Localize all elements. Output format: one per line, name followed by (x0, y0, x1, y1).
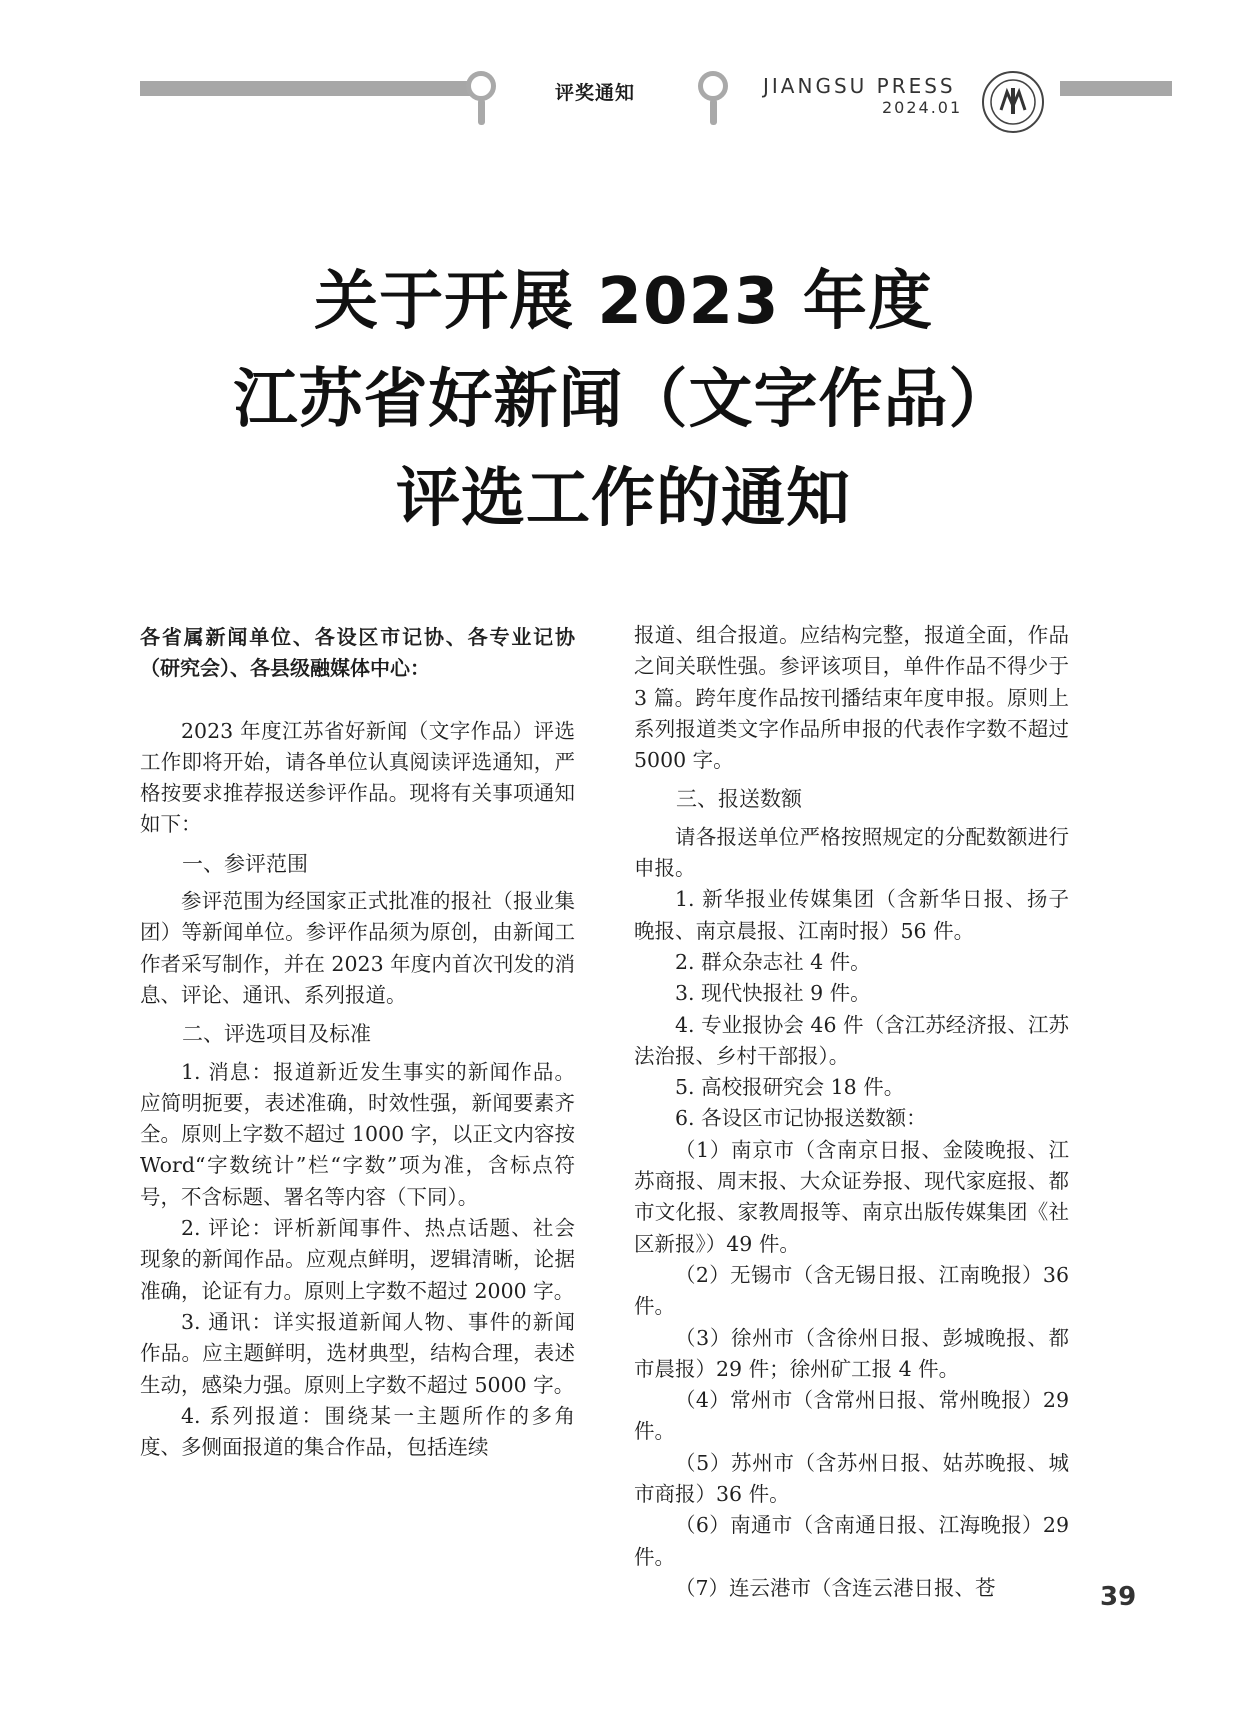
criteria-item-1: 1. 消息：报道新近发生事实的新闻作品。应简明扼要，表述准确，时效性强，新闻要素齐全。原则上字数不超过 1000 字，以正文内容按 Word“字数统计”栏“字数”项为准，含标点符号，不含标题、署名等内容（下同）。 (140, 1059, 575, 1209)
section-heading-2: 二、评选项目及标准 (182, 1022, 371, 1047)
city-quota-5: （5）苏州市（含苏州日报、姑苏晚报、城市商报）36 件。 (634, 1450, 1069, 1507)
city-quota-3: （3）徐州市（含徐州日报、彭城晚报、都市晨报）29 件；徐州矿工报 4 件。 (634, 1325, 1069, 1381)
city-quota-2: （2）无锡市（含无锡日报、江南晚报）36 件。 (634, 1262, 1069, 1319)
criteria-item-4-continued: 报道、组合报道。应结构完整，报道全面，作品之间关联性强。参评该项目，单件作品不得少于 3 篇。跨年度作品按刊播结束年度申报。原则上系列报道类文字作品所申报的代表作字数不超过 5000 字。 (634, 623, 1069, 773)
section-heading-1: 一、参评范围 (182, 851, 308, 876)
pin-icon (698, 71, 728, 101)
press-name: JIANGSU PRESS (763, 74, 956, 98)
scope-paragraph: 参评范围为经国家正式批准的报社（报业集团）等新闻单位。参评作品须为原创，由新闻工作者采写制作，并在 2023 年度内首次刊发的消息、评论、通讯、系列报道。 (140, 889, 575, 1007)
intro-paragraph: 2023 年度江苏省好新闻（文字作品）评选工作即将开始，请各单位认真阅读评选通知，严格按要求推荐报送参评作品。现将有关事项通知如下： (140, 718, 575, 837)
quota-item-6: 6. 各设区市记协报送数额： (675, 1106, 927, 1131)
city-quota-7: （7）连云港市（含连云港日报、苍 (675, 1575, 996, 1600)
quota-item-3: 3. 现代快报社 9 件。 (675, 981, 871, 1006)
quota-item-1: 1. 新华报业传媒集团（含新华日报、扬子晚报、南京晨报、江南时报）56 件。 (634, 887, 1069, 943)
pin-stem (478, 99, 485, 125)
quota-item-4: 4. 专业报协会 46 件（含江苏经济报、江苏法治报、乡村干部报）。 (634, 1012, 1069, 1068)
city-quota-6: （6）南通市（含南通日报、江海晚报）29 件。 (634, 1513, 1069, 1569)
association-seal-icon (981, 70, 1045, 134)
pin-icon (466, 71, 496, 101)
quota-item-5: 5. 高校报研究会 18 件。 (675, 1075, 905, 1100)
salutation: 各省属新闻单位、各设区市记协、各专业记协（研究会）、各县级融媒体中心： (140, 625, 575, 681)
header-rule-right (1060, 81, 1172, 96)
quota-item-2: 2. 群众杂志社 4 件。 (675, 949, 871, 974)
city-quota-1: （1）南京市（含南京日报、金陵晚报、江苏商报、周末报、大众证券报、现代家庭报、都市文化报、家教周报等、南京出版传媒集团《社区新报》）49 件。 (634, 1137, 1069, 1256)
pin-stem (710, 99, 717, 125)
left-column (140, 622, 575, 1463)
criteria-item-4: 4. 系列报道：围绕某一主题所作的多角度、多侧面报道的集合作品，包括连续 (140, 1403, 575, 1460)
criteria-item-2: 2. 评论：评析新闻事件、热点话题、社会现象的新闻作品。应观点鲜明，逻辑清晰，论据准确，论证有力。原则上字数不超过 2000 字。 (140, 1216, 575, 1303)
page-number: 39 (1100, 1582, 1137, 1612)
header-rule-left (140, 81, 470, 96)
article-title-line-1: 关于开展 2023 年度 (314, 265, 933, 339)
quota-intro: 请各报送单位严格按照规定的分配数额进行申报。 (634, 824, 1069, 881)
right-column (634, 620, 1069, 1604)
article-title-line-2: 江苏省好新闻（文字作品） (233, 363, 1014, 437)
article-title-line-3: 评选工作的通知 (396, 462, 851, 536)
city-quota-4: （4）常州市（含常州日报、常州晚报）29 件。 (634, 1388, 1069, 1444)
section-heading-3: 三、报送数额 (676, 787, 802, 812)
press-issue: 2024.01 (882, 98, 963, 117)
criteria-item-3: 3. 通讯：详实报道新闻人物、事件的新闻作品。应主题鲜明，选材典型，结构合理，表述生动，感染力强。原则上字数不超过 5000 字。 (140, 1309, 575, 1397)
section-label: 评奖通知 (555, 82, 636, 104)
